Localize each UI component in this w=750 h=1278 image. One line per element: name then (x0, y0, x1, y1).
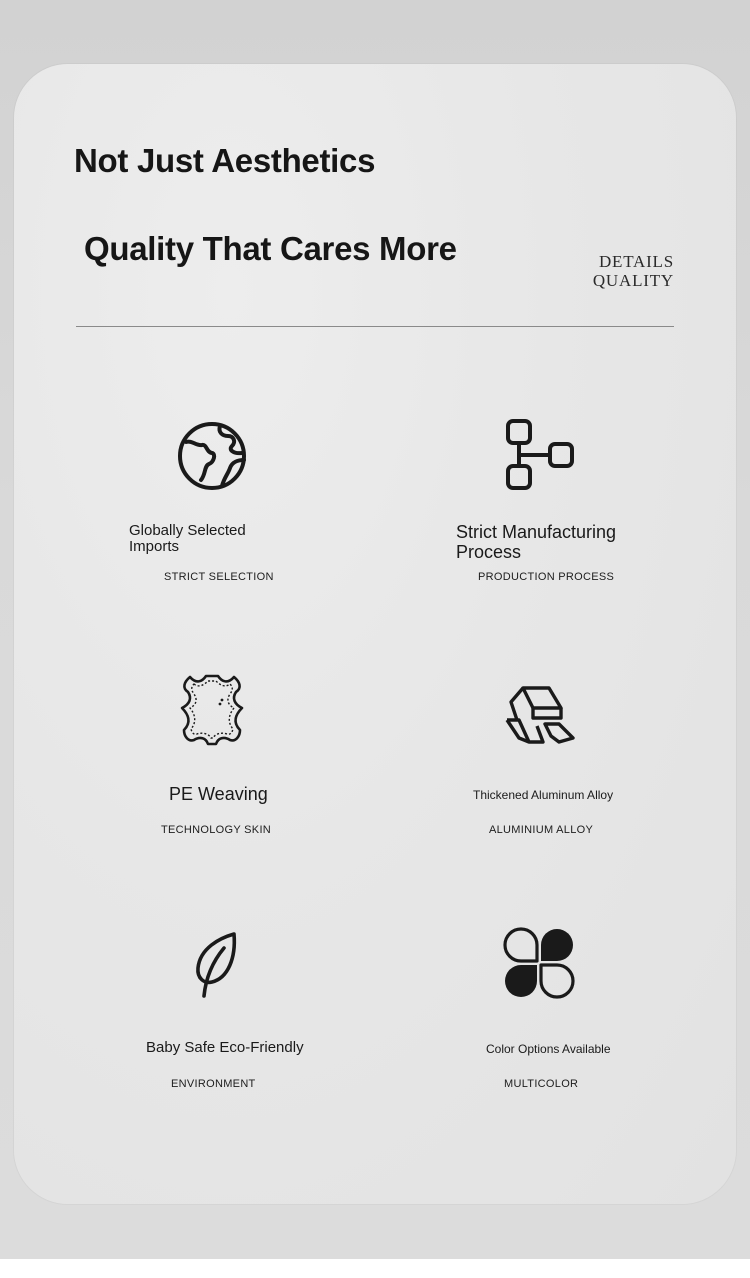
feature-title: Thickened Aluminum Alloy (473, 788, 614, 802)
feature-subtitle: MULTICOLOR (504, 1078, 579, 1090)
feature-subtitle: TECHNOLOGY SKIN (161, 824, 272, 836)
flowchart-icon (504, 418, 576, 492)
feature-title: PE Weaving (169, 784, 268, 804)
headline-secondary: Quality That Cares More (84, 230, 457, 267)
color-petals-icon (503, 927, 575, 999)
feature-title: Baby Safe Eco-Friendly (146, 1039, 304, 1056)
feature-title: Color Options Available (486, 1042, 611, 1056)
feature-subtitle: ALUMINIUM ALLOY (489, 824, 594, 836)
metal-bars-icon (503, 686, 577, 746)
tag-details: DETAILS (598, 252, 674, 271)
feature-title: Strict Manufacturing Process (456, 522, 617, 562)
tag-quality: QUALITY (592, 271, 674, 290)
feature-subtitle: STRICT SELECTION (164, 571, 274, 583)
leaf-icon (194, 932, 238, 998)
feature-title: Globally Selected Imports (129, 522, 246, 555)
feature-subtitle: PRODUCTION PROCESS (478, 571, 615, 583)
bottom-strip (0, 1259, 750, 1278)
headline-primary: Not Just Aesthetics (74, 142, 376, 179)
feature-subtitle: ENVIRONMENT (171, 1078, 256, 1090)
globe-icon (176, 420, 248, 492)
leather-hide-icon (176, 674, 248, 746)
header-divider (76, 326, 674, 327)
